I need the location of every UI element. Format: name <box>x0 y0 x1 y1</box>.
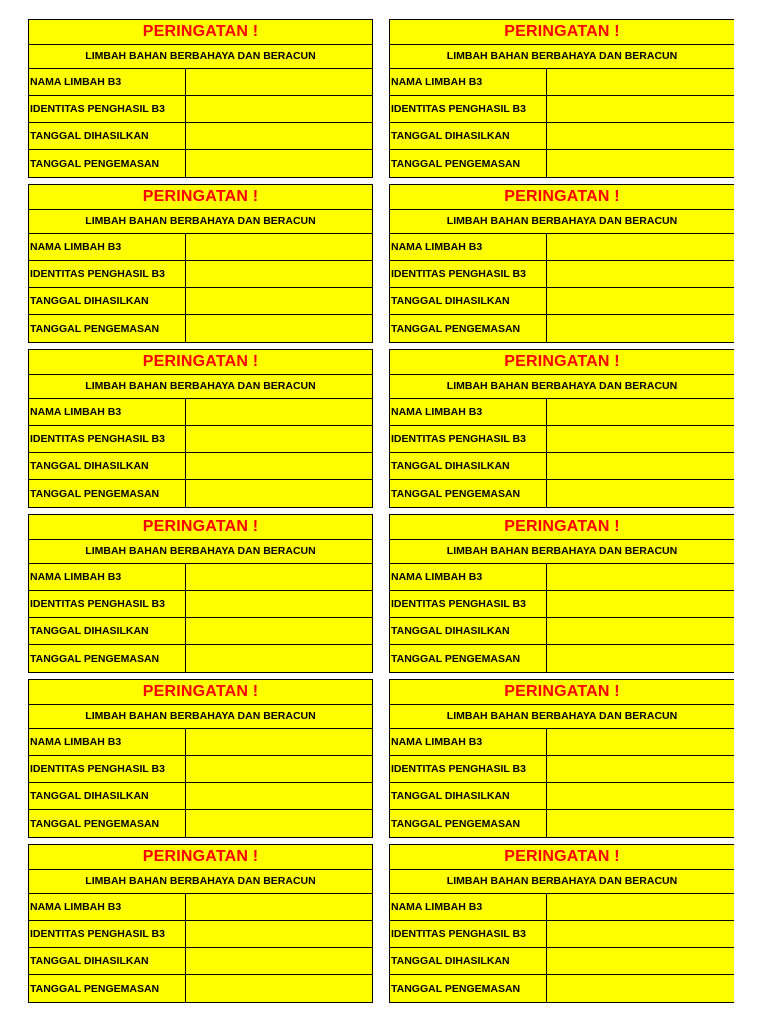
field-name: IDENTITAS PENGHASIL B3 <box>390 591 547 617</box>
hazard-label <box>389 844 734 1003</box>
field-value-cell[interactable] <box>186 123 372 149</box>
field-row <box>390 234 734 261</box>
field-row <box>390 783 734 810</box>
field-row <box>390 948 734 975</box>
label-title: PERINGATAN ! <box>29 20 372 45</box>
label-subtitle: LIMBAH BAHAN BERBAHAYA DAN BERACUN <box>29 375 372 399</box>
field-row <box>29 975 372 1003</box>
field-name: IDENTITAS PENGHASIL B3 <box>390 96 547 122</box>
field-row <box>29 150 372 178</box>
label-title: PERINGATAN ! <box>29 680 372 705</box>
field-name: NAMA LIMBAH B3 <box>29 894 186 920</box>
field-value-cell[interactable] <box>547 948 734 974</box>
field-value-cell[interactable] <box>547 591 734 617</box>
field-row <box>29 921 372 948</box>
field-value-cell[interactable] <box>186 645 372 672</box>
field-row <box>390 645 734 673</box>
field-row <box>29 234 372 261</box>
field-name: IDENTITAS PENGHASIL B3 <box>29 261 186 287</box>
field-value-cell[interactable] <box>186 399 372 425</box>
field-value-cell[interactable] <box>186 288 372 314</box>
hazard-label <box>28 184 373 343</box>
field-value-cell[interactable] <box>186 921 372 947</box>
field-name: NAMA LIMBAH B3 <box>390 69 547 95</box>
field-value-cell[interactable] <box>186 948 372 974</box>
field-row <box>29 123 372 150</box>
field-row <box>390 453 734 480</box>
field-name: IDENTITAS PENGHASIL B3 <box>29 96 186 122</box>
field-name: TANGGAL DIHASILKAN <box>390 288 547 314</box>
label-subtitle: LIMBAH BAHAN BERBAHAYA DAN BERACUN <box>390 210 734 234</box>
field-row <box>29 894 372 921</box>
hazard-label <box>28 844 373 1003</box>
label-title: PERINGATAN ! <box>390 515 734 540</box>
field-row <box>29 591 372 618</box>
label-title: PERINGATAN ! <box>390 20 734 45</box>
label-subtitle: LIMBAH BAHAN BERBAHAYA DAN BERACUN <box>29 540 372 564</box>
field-value-cell[interactable] <box>547 894 734 920</box>
field-value-cell[interactable] <box>547 96 734 122</box>
field-value-cell[interactable] <box>547 783 734 809</box>
field-value-cell[interactable] <box>186 453 372 479</box>
label-title: PERINGATAN ! <box>390 350 734 375</box>
field-name: TANGGAL DIHASILKAN <box>29 288 186 314</box>
field-row <box>390 729 734 756</box>
hazard-label <box>28 19 373 178</box>
field-value-cell[interactable] <box>186 618 372 644</box>
label-subtitle: LIMBAH BAHAN BERBAHAYA DAN BERACUN <box>390 375 734 399</box>
label-subtitle: LIMBAH BAHAN BERBAHAYA DAN BERACUN <box>390 705 734 729</box>
field-name: NAMA LIMBAH B3 <box>29 69 186 95</box>
field-name: IDENTITAS PENGHASIL B3 <box>390 921 547 947</box>
label-title: PERINGATAN ! <box>390 185 734 210</box>
field-name: TANGGAL DIHASILKAN <box>390 618 547 644</box>
label-title: PERINGATAN ! <box>390 845 734 870</box>
field-row <box>390 975 734 1003</box>
field-name: IDENTITAS PENGHASIL B3 <box>29 921 186 947</box>
field-name: TANGGAL DIHASILKAN <box>29 123 186 149</box>
field-value-cell[interactable] <box>547 480 734 507</box>
field-value-cell[interactable] <box>186 69 372 95</box>
field-row <box>29 618 372 645</box>
hazard-label <box>389 349 734 508</box>
field-name: TANGGAL PENGEMASAN <box>390 810 547 837</box>
field-value-cell[interactable] <box>186 315 372 342</box>
field-value-cell[interactable] <box>186 426 372 452</box>
field-name: TANGGAL PENGEMASAN <box>390 315 547 342</box>
field-row <box>29 783 372 810</box>
field-row <box>29 729 372 756</box>
field-name: TANGGAL DIHASILKAN <box>29 783 186 809</box>
field-value-cell[interactable] <box>186 975 372 1002</box>
field-name: TANGGAL PENGEMASAN <box>390 975 547 1002</box>
field-row <box>29 69 372 96</box>
field-name: NAMA LIMBAH B3 <box>390 729 547 755</box>
field-value-cell[interactable] <box>547 645 734 672</box>
field-value-cell[interactable] <box>547 810 734 837</box>
field-row <box>390 591 734 618</box>
field-value-cell[interactable] <box>547 618 734 644</box>
field-value-cell[interactable] <box>186 234 372 260</box>
field-name: NAMA LIMBAH B3 <box>29 399 186 425</box>
field-row <box>29 948 372 975</box>
field-name: NAMA LIMBAH B3 <box>390 564 547 590</box>
label-title: PERINGATAN ! <box>29 185 372 210</box>
field-name: NAMA LIMBAH B3 <box>390 399 547 425</box>
field-row <box>29 399 372 426</box>
field-value-cell[interactable] <box>547 234 734 260</box>
field-name: IDENTITAS PENGHASIL B3 <box>390 426 547 452</box>
field-name: NAMA LIMBAH B3 <box>390 234 547 260</box>
field-value-cell[interactable] <box>547 315 734 342</box>
label-subtitle: LIMBAH BAHAN BERBAHAYA DAN BERACUN <box>390 540 734 564</box>
field-row <box>390 288 734 315</box>
field-name: TANGGAL DIHASILKAN <box>29 453 186 479</box>
field-name: TANGGAL PENGEMASAN <box>390 150 547 177</box>
field-name: TANGGAL DIHASILKAN <box>29 618 186 644</box>
field-row <box>29 288 372 315</box>
field-row <box>29 261 372 288</box>
field-row <box>390 69 734 96</box>
label-title: PERINGATAN ! <box>390 680 734 705</box>
field-row <box>390 564 734 591</box>
label-subtitle: LIMBAH BAHAN BERBAHAYA DAN BERACUN <box>29 210 372 234</box>
field-value-cell[interactable] <box>186 810 372 837</box>
field-row <box>29 453 372 480</box>
field-value-cell[interactable] <box>547 123 734 149</box>
field-name: TANGGAL DIHASILKAN <box>390 783 547 809</box>
hazard-label <box>28 349 373 508</box>
field-name: NAMA LIMBAH B3 <box>390 894 547 920</box>
field-name: TANGGAL DIHASILKAN <box>390 123 547 149</box>
field-value-cell[interactable] <box>547 399 734 425</box>
field-name: IDENTITAS PENGHASIL B3 <box>29 756 186 782</box>
field-value-cell[interactable] <box>547 975 734 1002</box>
field-value-cell[interactable] <box>547 564 734 590</box>
label-title: PERINGATAN ! <box>29 515 372 540</box>
field-name: TANGGAL PENGEMASAN <box>390 645 547 672</box>
field-name: NAMA LIMBAH B3 <box>29 564 186 590</box>
label-subtitle: LIMBAH BAHAN BERBAHAYA DAN BERACUN <box>29 45 372 69</box>
field-name: TANGGAL PENGEMASAN <box>29 810 186 837</box>
field-row <box>390 261 734 288</box>
field-name: IDENTITAS PENGHASIL B3 <box>29 591 186 617</box>
field-row <box>390 426 734 453</box>
field-value-cell[interactable] <box>186 729 372 755</box>
field-name: TANGGAL PENGEMASAN <box>29 645 186 672</box>
field-row <box>390 756 734 783</box>
field-value-cell[interactable] <box>547 921 734 947</box>
field-value-cell[interactable] <box>547 69 734 95</box>
field-name: NAMA LIMBAH B3 <box>29 729 186 755</box>
label-title: PERINGATAN ! <box>29 350 372 375</box>
field-value-cell[interactable] <box>547 288 734 314</box>
field-name: TANGGAL PENGEMASAN <box>390 480 547 507</box>
field-row <box>390 921 734 948</box>
field-row <box>29 315 372 343</box>
field-row <box>29 480 372 508</box>
field-row <box>390 399 734 426</box>
field-name: TANGGAL PENGEMASAN <box>29 150 186 177</box>
field-row <box>390 480 734 508</box>
field-value-cell[interactable] <box>186 783 372 809</box>
field-row <box>390 123 734 150</box>
label-title: PERINGATAN ! <box>29 845 372 870</box>
field-row <box>390 810 734 838</box>
field-row <box>390 150 734 178</box>
field-name: TANGGAL DIHASILKAN <box>29 948 186 974</box>
field-row <box>29 756 372 783</box>
field-value-cell[interactable] <box>186 480 372 507</box>
field-name: IDENTITAS PENGHASIL B3 <box>29 426 186 452</box>
field-name: TANGGAL DIHASILKAN <box>390 453 547 479</box>
field-name: NAMA LIMBAH B3 <box>29 234 186 260</box>
field-value-cell[interactable] <box>547 261 734 287</box>
field-value-cell[interactable] <box>186 591 372 617</box>
field-value-cell[interactable] <box>186 756 372 782</box>
field-value-cell[interactable] <box>547 426 734 452</box>
label-subtitle: LIMBAH BAHAN BERBAHAYA DAN BERACUN <box>29 705 372 729</box>
field-row <box>29 96 372 123</box>
label-subtitle: LIMBAH BAHAN BERBAHAYA DAN BERACUN <box>390 45 734 69</box>
field-row <box>390 315 734 343</box>
field-value-cell[interactable] <box>186 150 372 177</box>
field-name: IDENTITAS PENGHASIL B3 <box>390 756 547 782</box>
field-value-cell[interactable] <box>186 96 372 122</box>
label-subtitle: LIMBAH BAHAN BERBAHAYA DAN BERACUN <box>390 870 734 894</box>
hazard-label <box>28 679 373 838</box>
field-value-cell[interactable] <box>547 756 734 782</box>
hazard-label <box>389 514 734 673</box>
hazard-label <box>389 184 734 343</box>
hazard-label <box>389 19 734 178</box>
field-row <box>29 810 372 838</box>
field-row <box>390 894 734 921</box>
label-subtitle: LIMBAH BAHAN BERBAHAYA DAN BERACUN <box>29 870 372 894</box>
hazard-label <box>28 514 373 673</box>
field-row <box>390 96 734 123</box>
field-value-cell[interactable] <box>547 150 734 177</box>
field-name: TANGGAL PENGEMASAN <box>29 315 186 342</box>
field-value-cell[interactable] <box>547 453 734 479</box>
hazard-label <box>389 679 734 838</box>
field-row <box>390 618 734 645</box>
field-name: TANGGAL PENGEMASAN <box>29 480 186 507</box>
field-name: TANGGAL DIHASILKAN <box>390 948 547 974</box>
field-row <box>29 645 372 673</box>
field-row <box>29 426 372 453</box>
field-value-cell[interactable] <box>547 729 734 755</box>
field-value-cell[interactable] <box>186 261 372 287</box>
field-row <box>29 564 372 591</box>
field-name: IDENTITAS PENGHASIL B3 <box>390 261 547 287</box>
field-value-cell[interactable] <box>186 894 372 920</box>
field-name: TANGGAL PENGEMASAN <box>29 975 186 1002</box>
field-value-cell[interactable] <box>186 564 372 590</box>
